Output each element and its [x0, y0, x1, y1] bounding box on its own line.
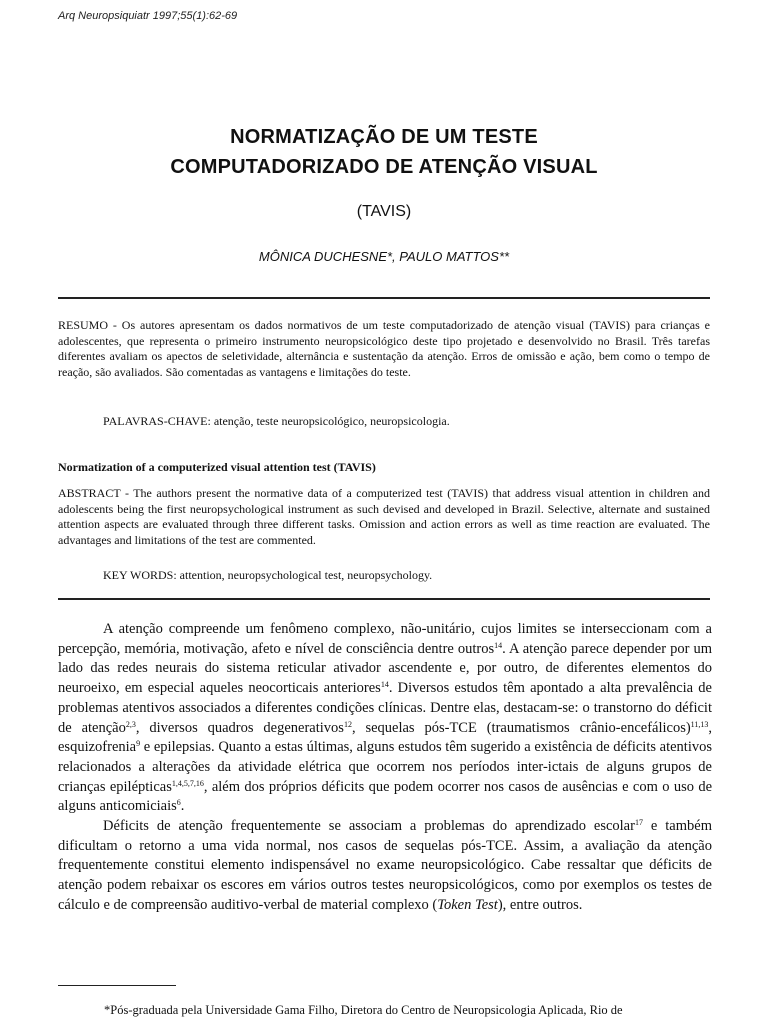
title-line-1: NORMATIZAÇÃO DE UM TESTE — [230, 126, 538, 148]
authors: MÔNICA DUCHESNE*, PAULO MATTOS** — [258, 249, 510, 264]
key-words: KEY WORDS: attention, neuropsychological test, neuropsychology. — [103, 568, 433, 582]
body-paragraph-1 — [58, 620, 712, 817]
title-line-2: COMPUTADORIZADO DE ATENÇÃO VISUAL — [170, 156, 598, 178]
journal-reference: Arq Neuropsiquiatr 1997;55(1):62-69 — [58, 10, 238, 22]
text-run: A atenção compreende um fenômeno complexo, não-unitário, cujos limites se interseccionam com a percepção, memória, motivação, afeto e nível de consciência dentre outros — [58, 621, 712, 657]
citation-ref: 2,3 — [125, 719, 136, 729]
article-subtitle: (TAVIS) — [356, 203, 412, 220]
body-paragraph-2 — [58, 817, 712, 916]
citation-ref: 9 — [136, 739, 141, 749]
footnote-divider — [58, 985, 176, 986]
footnote: *Pós-graduada pela Universidade Gama Filho, Diretora do Centro de Neuropsicologia Aplicada, Rio de — [104, 1003, 623, 1017]
citation-ref: 6 — [176, 798, 181, 808]
text-run: , sequelas pós-TCE (traumatismos crânio-encefálicos) — [351, 719, 691, 736]
text-run: ), entre outros. — [497, 896, 583, 913]
text-run: Déficits de atenção frequentemente se associam a problemas do aprendizado escolar — [103, 818, 635, 835]
body-text — [58, 620, 712, 916]
top-divider — [58, 297, 710, 299]
abstract-paragraph: ABSTRACT - The authors present the normative data of a computerized test (TAVIS) that address visual attention in children and adolescents being the first neuropsychological instrument as such devised and developed in Brazil. Selective, alternate and sustained attention aspects are evaluated through three different tasks. Omission and action errors as well as time reaction are evaluated. The advantages and limitations of the test are commented. — [58, 486, 710, 547]
text-run: , diversos quadros degenerativos — [135, 719, 344, 736]
citation-ref: 1,4,5,7,16 — [171, 778, 204, 788]
text-run: . A atenção parece depender por um lado das redes neurais do sistema reticular ativador ascendente e, por outro, de diferentes elementos do neuroeixo, em especial aqueles neocorticais anteriores — [58, 640, 712, 697]
text-run: . Diversos estudos têm apontado a alta prevalência de problemas atentivos associados a diferentes condições clínicas. Dentre elas, destacam-se: o transtorno do déficit de atenção — [58, 680, 712, 736]
text-run: , além dos próprios déficits que podem ocorrer nos casos de ausências e com o uso de alguns anticomiciais — [58, 778, 713, 815]
article-title — [0, 122, 768, 182]
citation-ref: 12 — [343, 719, 352, 729]
english-title: Normatization of a computerized visual attention test (TAVIS) — [58, 460, 376, 474]
citation-ref: 11,13 — [690, 719, 709, 729]
italic-term: Token Test — [437, 896, 498, 913]
text-run: . — [180, 798, 185, 815]
citation-ref: 14 — [380, 680, 389, 690]
citation-ref: 17 — [634, 818, 643, 828]
resumo-paragraph: RESUMO - Os autores apresentam os dados normativos de um teste computadorizado de atenção visual (TAVIS) para crianças e adolescentes, que representa o primeiro instrumento neuropsicológico deste tipo projetado e desenvolvido no Brasil. Três tarefas diferentes avaliam os apectos de seletividade, alternância e sustentação da atenção. Erros de omissão e ação, bem como o tempo de reação, são avaliados. São comentadas as vantagens e limitações do teste. — [58, 318, 710, 379]
palavras-chave: PALAVRAS-CHAVE: atenção, teste neuropsicológico, neuropsicologia. — [103, 414, 450, 428]
text-run: e epilepsias. Quanto a estas últimas, alguns estudos têm sugerido a existência de déficits atentivos relacionados a alterações da atividade elétrica que ocorrem nos períodos inter-ictais de alguns grupos de crianças epilépticas — [58, 739, 712, 795]
citation-ref: 14 — [494, 640, 503, 650]
bottom-divider — [58, 598, 710, 600]
text-run: , esquizofrenia — [58, 719, 712, 756]
text-run: e também dificultam o retorno a uma vida normal, nos casos de sequelas pós-TCE. Assim, a avaliação da atenção frequentemente constitui elemento indispensável no exame neuropsicológico. Cabe ressaltar que déficits de atenção podem rebaixar os escores em vários outros testes neuropsicológicos, como por exemplos os testes de cálculo e de compreensão auditivo-verbal de material complexo ( — [58, 818, 712, 913]
